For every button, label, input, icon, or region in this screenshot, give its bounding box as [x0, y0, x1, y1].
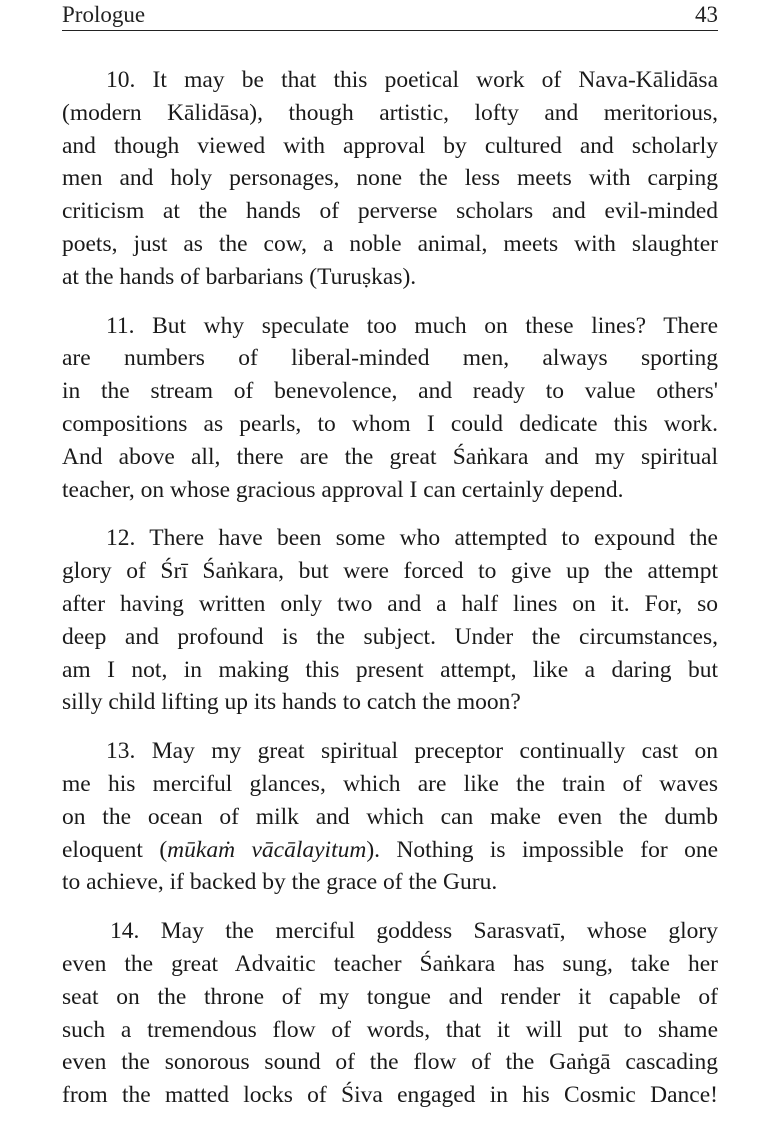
- text-line: (modern Kālidāsa), though artistic, lofty and meritorious,: [62, 99, 718, 126]
- text-line: to achieve, if backed by the grace of the Guru.: [62, 869, 498, 896]
- body-text: [62, 64, 718, 1128]
- text-line: teacher, on whose gracious approval I can certainly depend.: [62, 476, 624, 503]
- text-line: 12. There have been some who attempted to expound the: [106, 525, 718, 552]
- text-line: me his merciful glances, which are like the train of waves: [62, 770, 718, 797]
- text-line: seat on the throne of my tongue and render it capable of: [62, 983, 718, 1010]
- text-line: at the hands of barbarians (Turuṣkas).: [62, 263, 417, 290]
- text-line: silly child lifting up its hands to catch the moon?: [62, 689, 521, 716]
- text-line: on the ocean of milk and which can make even the dumb: [62, 803, 718, 830]
- text-line: 10. It may be that this poetical work of Nava-Kālidāsa: [106, 67, 718, 93]
- text-line: [62, 834, 718, 867]
- text-line: deep and profound is the subject. Under the circumstances,: [62, 623, 718, 650]
- text-line: even the great Advaitic teacher Śaṅkara has sung, take her: [62, 950, 718, 977]
- text-line: glory of Śrī Śaṅkara, but were forced to give up the attempt: [62, 558, 718, 585]
- text-line: am I not, in making this present attempt, like a daring but: [62, 656, 718, 683]
- page-number: 43: [695, 2, 718, 27]
- text-line: men and holy personages, none the less meets with carping: [62, 165, 718, 192]
- italic-phrase: mūkaṁ vācālayitum: [167, 836, 367, 863]
- text-line: poets, just as the cow, a noble animal, meets with slaughter: [62, 230, 718, 257]
- paragraph-12: [62, 522, 718, 719]
- paragraph-11: [62, 310, 718, 507]
- text-line: even the sonorous sound of the flow of the Gaṅgā cascading: [62, 1049, 718, 1076]
- text-line: are numbers of liberal-minded men, always sporting: [62, 345, 718, 372]
- text-line: And above all, there are the great Śaṅkara and my spiritual: [62, 443, 718, 470]
- page-header: [62, 0, 718, 31]
- text-line: 14. May the merciful goddess Sarasvatī, whose glory: [110, 918, 718, 945]
- text-line: in the stream of benevolence, and ready to value others': [62, 378, 718, 405]
- running-head: Prologue: [62, 2, 146, 27]
- text-line: 11. But why speculate too much on these lines? There: [106, 312, 718, 339]
- text-line: compositions as pearls, to whom I could dedicate this work.: [62, 410, 718, 437]
- text-segment: ). Nothing is impossible for one: [366, 836, 718, 863]
- text-line: such a tremendous flow of words, that it will put to shame: [62, 1016, 718, 1043]
- paragraph-14: [62, 915, 718, 1112]
- text-line: after having written only two and a half lines on it. For, so: [62, 590, 718, 617]
- paragraph-13: [62, 735, 718, 899]
- text-segment: eloquent (: [62, 836, 168, 863]
- text-line: 13. May my great spiritual preceptor continually cast on: [106, 738, 718, 765]
- text-line: criticism at the hands of perverse scholars and evil-minded: [62, 198, 718, 225]
- text-line: and though viewed with approval by cultured and scholarly: [62, 132, 718, 159]
- text-line: from the matted locks of Śiva engaged in his Cosmic Dance!: [62, 1082, 718, 1109]
- paragraph-10: [62, 64, 718, 294]
